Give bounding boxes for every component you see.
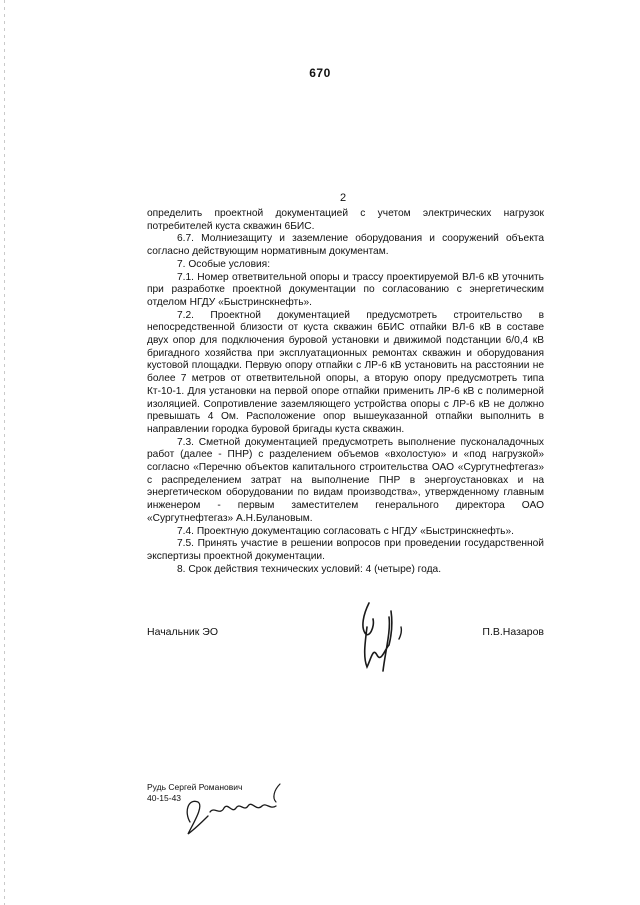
paragraph-6-7: 6.7. Молниезащиту и заземление оборудования и сооружений объекта согласно действующим нормативным документам. xyxy=(147,233,544,258)
signatory-title: Начальник ЭО xyxy=(147,626,218,638)
paragraph-8: 8. Срок действия технических условий: 4 (четыре) года. xyxy=(177,563,442,575)
paragraph-7-4: 7.4. Проектную документацию согласовать с НГДУ «Быстринскнефть». xyxy=(177,525,514,537)
executor-signature xyxy=(180,782,300,842)
paragraph-7-2: 7.2. Проектной документацией предусмотреть строительство в непосредственной близости от куста скважин 6БИС отпайки ВЛ-6 кВ в составе двух опор для подключения буровой установки и движимой подстанции 6/0,4 кВ бригадного хозяйства при эксплуатационных ремонтах скважин и оборудования кустовой площадки. Первую опору отпайки с ЛР-6 кВ установить на расстоянии не более 7 метров от ответвительной опоры, а вторую опору предусмотреть типа Кт-10-1. Для установки на первой опоре отпайки применить ЛР-6 кВ с полимерной изоляцией. Сопротивление заземляющего устройства опоры с ЛР-6 кВ не должно превышать 4 Ом. Расположение опор вышеуказанной отпайки выполнить в направлении городка буровой бригады куста скважин. xyxy=(147,309,544,435)
handwritten-signature xyxy=(355,597,425,677)
document-body xyxy=(147,208,544,576)
paragraph-6-6-cont: определить проектной документацией с учетом электрических нагрузок потребителей куста скважин 6БИС. xyxy=(147,208,544,232)
signature-block xyxy=(147,626,544,646)
paragraph-7-5: 7.5. Принять участие в решении вопросов при проведении государственной экспертизы проектной документации. xyxy=(147,538,544,562)
paragraph-7-1: 7.1. Номер ответвительной опоры и трассу проектируемой ВЛ-6 кВ уточнить при разработке проектной документации по согласованию с энергетическим отделом НГДУ «Быстринскнефть». xyxy=(147,271,544,308)
sheet-number: 2 xyxy=(339,192,347,204)
scan-edge xyxy=(4,0,5,905)
signatory-name: П.В.Назаров xyxy=(482,626,544,638)
executor-name: Рудь Сергей Романович xyxy=(147,782,243,792)
section-7-heading: 7. Особые условия: xyxy=(177,258,271,270)
page-number: 670 xyxy=(309,66,331,80)
executor-phone: 40-15-43 xyxy=(147,792,182,803)
paragraph-7-3: 7.3. Сметной документацией предусмотреть выполнение пусконаладочных работ (далее - ПНР) с разделением объемов «вхолостую» и «под нагрузкой» согласно «Перечню объектов капитального строительства ОАО «Сургутнефтегаз» с распределением затрат на выполнение ПНР в энергоустановках и на энергетическом оборудовании по видам производства», утвержденному главным инженером - первым заместителем генерального директора ОАО «Сургутнефтегаз» А.Н.Булановым. xyxy=(147,436,544,524)
